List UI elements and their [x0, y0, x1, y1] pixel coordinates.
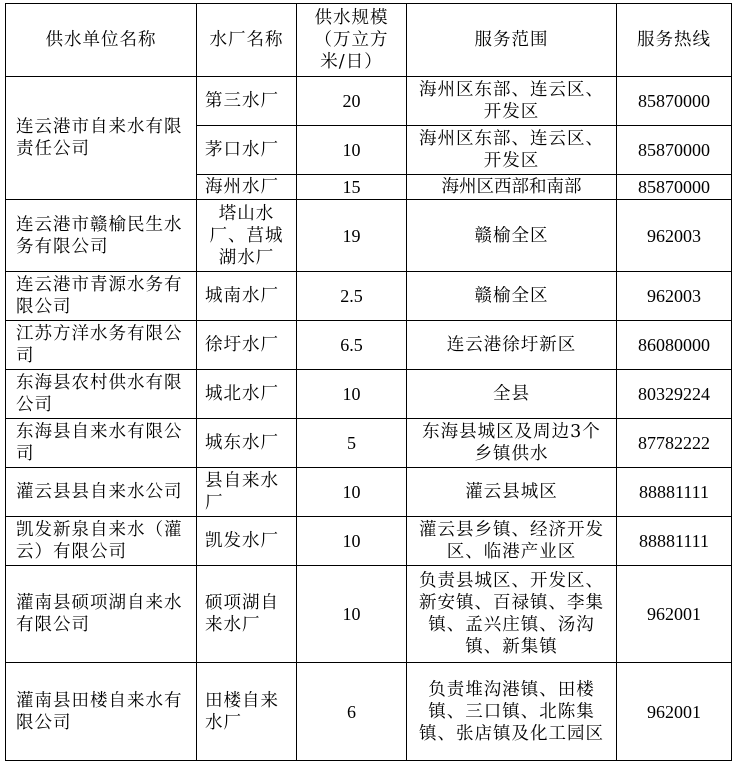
cell-unit: 连云港市自来水有限责任公司 — [6, 77, 197, 200]
cell-range: 海州区东部、连云区、开发区 — [407, 77, 617, 126]
table-row — [6, 468, 732, 517]
cell-unit: 连云港市赣榆民生水务有限公司 — [6, 200, 197, 272]
cell-range: 负责堆沟港镇、田楼镇、三口镇、北陈集镇、张店镇及化工园区 — [407, 663, 617, 761]
cell-hotline: 85870000 — [617, 175, 732, 200]
cell-scale: 10 — [297, 566, 407, 663]
cell-scale: 19 — [297, 200, 407, 272]
cell-hotline: 85870000 — [617, 77, 732, 126]
cell-plant: 塔山水厂、莒城湖水厂 — [197, 200, 297, 272]
cell-range: 全县 — [407, 370, 617, 419]
cell-plant: 田楼自来水厂 — [197, 663, 297, 761]
header-row — [6, 4, 732, 77]
cell-plant: 凯发水厂 — [197, 517, 297, 566]
cell-range: 东海县城区及周边3个乡镇供水 — [407, 419, 617, 468]
table-row — [6, 321, 732, 370]
cell-hotline: 962001 — [617, 566, 732, 663]
cell-scale: 6 — [297, 663, 407, 761]
cell-unit: 凯发新泉自来水（灌云）有限公司 — [6, 517, 197, 566]
cell-scale: 10 — [297, 468, 407, 517]
cell-unit: 灌云县县自来水公司 — [6, 468, 197, 517]
table-row — [6, 200, 732, 272]
header-plant: 水厂名称 — [197, 4, 297, 77]
table-row — [6, 370, 732, 419]
cell-hotline: 80329224 — [617, 370, 732, 419]
cell-plant: 县自来水厂 — [197, 468, 297, 517]
cell-plant: 硕项湖自来水厂 — [197, 566, 297, 663]
water-supply-table — [5, 3, 732, 761]
cell-plant: 城东水厂 — [197, 419, 297, 468]
cell-range: 灌云县乡镇、经济开发区、临港产业区 — [407, 517, 617, 566]
cell-range: 负责县城区、开发区、新安镇、百禄镇、李集镇、孟兴庄镇、汤沟镇、新集镇 — [407, 566, 617, 663]
cell-scale: 10 — [297, 517, 407, 566]
cell-plant: 海州水厂 — [197, 175, 297, 200]
header-hotline: 服务热线 — [617, 4, 732, 77]
cell-plant: 城南水厂 — [197, 272, 297, 321]
cell-hotline: 962001 — [617, 663, 732, 761]
cell-hotline: 962003 — [617, 200, 732, 272]
cell-scale: 15 — [297, 175, 407, 200]
cell-hotline: 85870000 — [617, 126, 732, 175]
cell-scale: 5 — [297, 419, 407, 468]
table-row — [6, 419, 732, 468]
header-range: 服务范围 — [407, 4, 617, 77]
table-row — [6, 663, 732, 761]
cell-range: 赣榆全区 — [407, 200, 617, 272]
cell-unit: 连云港市青源水务有限公司 — [6, 272, 197, 321]
cell-plant: 城北水厂 — [197, 370, 297, 419]
cell-hotline: 86080000 — [617, 321, 732, 370]
cell-hotline: 88881111 — [617, 468, 732, 517]
cell-scale: 10 — [297, 370, 407, 419]
cell-unit: 灌南县田楼自来水有限公司 — [6, 663, 197, 761]
cell-scale: 10 — [297, 126, 407, 175]
cell-unit: 灌南县硕项湖自来水有限公司 — [6, 566, 197, 663]
cell-plant: 第三水厂 — [197, 77, 297, 126]
cell-plant: 徐圩水厂 — [197, 321, 297, 370]
cell-hotline: 87782222 — [617, 419, 732, 468]
header-unit: 供水单位名称 — [6, 4, 197, 77]
table-row — [6, 566, 732, 663]
cell-plant: 茅口水厂 — [197, 126, 297, 175]
header-scale: 供水规模（万立方米/日） — [297, 4, 407, 77]
table-row — [6, 517, 732, 566]
cell-unit: 东海县自来水有限公司 — [6, 419, 197, 468]
cell-range: 连云港徐圩新区 — [407, 321, 617, 370]
cell-hotline: 962003 — [617, 272, 732, 321]
cell-unit: 东海县农村供水有限公司 — [6, 370, 197, 419]
cell-range: 海州区东部、连云区、开发区 — [407, 126, 617, 175]
table-row — [6, 272, 732, 321]
cell-range: 赣榆全区 — [407, 272, 617, 321]
cell-scale: 6.5 — [297, 321, 407, 370]
cell-hotline: 88881111 — [617, 517, 732, 566]
cell-range: 灌云县城区 — [407, 468, 617, 517]
cell-range: 海州区西部和南部 — [407, 175, 617, 200]
cell-scale: 2.5 — [297, 272, 407, 321]
cell-unit: 江苏方洋水务有限公司 — [6, 321, 197, 370]
cell-scale: 20 — [297, 77, 407, 126]
table-row — [6, 77, 732, 126]
